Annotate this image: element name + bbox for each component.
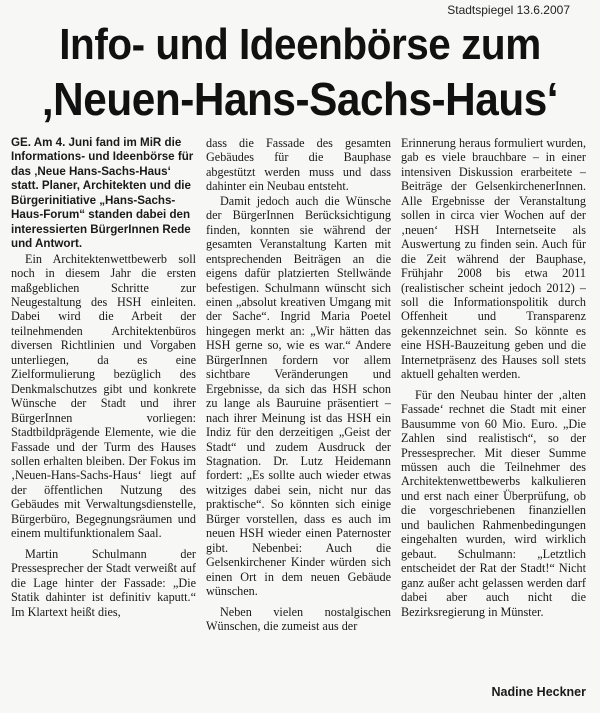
column-3	[401, 136, 586, 708]
headline-line-2: ‚Neuen-Hans-Sachs-Haus‘	[41, 73, 559, 125]
headline-line-1: Info- und Ideenbörse zum	[59, 20, 541, 69]
source-date: Stadtspiegel 13.6.2007	[447, 3, 570, 17]
column-2	[206, 136, 391, 708]
paragraph: Martin Schulmann der Pressesprecher der Stadt verweißt auf die Lage hinter der Fassade: „Die Statik dahinter ist definitiv kaputt.“ Im Klartext heißt dies,	[11, 546, 196, 619]
paragraph: Ein Architektenwettbewerb soll noch in diesem Jahr die ersten maßgeblichen Schritte zur Neugestaltung des HSH einleiten. Dabei wird die Arbeit der teilnehmenden Architektenbüros diversen Richtlinien und Vorgaben unterliegen, da es eine Zielformulierung bezüglich des Denkmalschutzes gibt und konkrete Wünsche der Stadt und ihrer BürgerInnen vorliegen: Stadtbildprägende Elemente, wie die Fassade und der Turm des Hauses sollen erhalten bleiben. Der Fokus im ‚Neuen-Hans-Sachs-Haus‘ liegt auf der öffentlichen Nutzung des Gebäudes mit Verwaltungsdienstelle, Bürgerbüro, Begegnungsräumen und einem multifunktionalem Saal.	[11, 251, 196, 541]
article-columns	[11, 136, 587, 708]
paragraph: Damit jedoch auch die Wünsche der BürgerInnen Berücksichtigung finden, konnten sie während der gesamten Veranstaltung Karten mit entsprechenden Beiträgen an die eigens dafür platzierten Stellwände befestigen. Schulmann wünscht sich einen „absolut kreativen Umgang mit der Sache“. Ingrid Maria Poetel hingegen merkt an: „Wir hätten das HSH gerne so, wie es war.“ Andere BürgerInnen fordern vor allem sichtbare Veränderungen und Ergebnisse, da sich das HSH schon zu lange als Bauruine präsentiert – nach ihrer Meinung ist das HSH ein Indiz für den derzeitigen „Geist der Stadt“ und zudem Ausdruck der Stagnation. Dr. Lutz Heidemann fordert: „Es sollte auch wieder etwas witziges dabei sein, nicht nur das praktische“. So könnten sich einige Bürger vorstellen, dass es auch im neuen HSH wieder einen Paternoster gibt. Nebenbei: Auch die Gelsenkirchener Kinder würden sich einen Ort in dem neuen Gebäude wünschen.	[206, 193, 391, 599]
column-1	[11, 136, 196, 708]
paragraph: Erinnerung heraus formuliert wurden, gab es viele brauchbare – in einer intensiven Diskussion erarbeitete – Beiträge der GelsenkirchenerInnen. Alle Ergebnisse der Veranstaltung sollen in circa vier Wochen auf der ‚neuen‘ HSH Internetseite als Auswertung zu finden sein. Auch für die Zeit während der Bauphase, Frühjahr 2008 bis etwa 2011 (realistischer scheint jedoch 2012) – soll die Informationspolitik durch Offenheit und Transparenz gekennzeichnet sein. So könnte es eine HSH-Bauzeitung geben und die Internetpräsenz des Hauses soll stets aktuell gehalten werden.	[401, 136, 586, 382]
paragraph: Neben vielen nostalgischen Wünschen, die zumeist aus der	[206, 604, 391, 633]
paragraph: dass die Fassade des gesamten Gebäudes für die Bauphase abgestützt werden muss und dass dahinter ein Neubau entsteht.	[206, 136, 391, 194]
author-name: Nadine Heckner	[491, 685, 586, 699]
lead-paragraph: GE. Am 4. Juni fand im MiR die Informations- und Ideenbörse für das ‚Neue Hans-Sachs-Haus‘ statt. Planer, Architekten und die Bürgerinitiative „Hans-Sachs-Haus-Forum“ standen dabei den interessierten BürgerInnen Rede und Antwort.	[11, 136, 194, 251]
paragraph: Für den Neubau hinter der ‚alten Fassade‘ rechnet die Stadt mit einer Bausumme von 60 Mio. Euro. „Die Zahlen sind realistisch“, so der Pressesprecher. Mit dieser Summe müssen auch die Teilnehmer des Architektenwettbewerbs kalkulieren und erst nach einer Überprüfung, ob die vorgeschriebenen finanziellen und baulichen Rahmenbedingungen eingehalten wurden, wird wirklich gebaut. Schulmann: „Letztlich entscheidet der Rat der Stadt!“ Nicht ganz außer acht gelassen werden darf dabei aber auch nicht die Bezirksregierung in Münster.	[401, 387, 586, 619]
